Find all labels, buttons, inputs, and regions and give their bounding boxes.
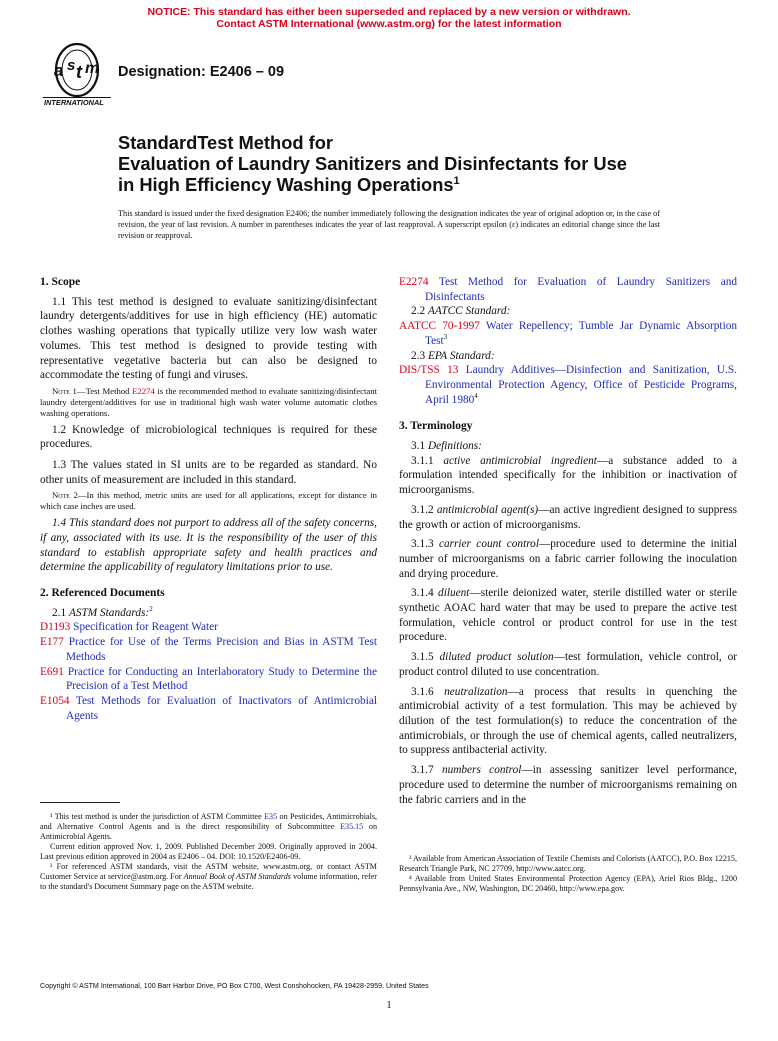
note-2 [40,490,377,512]
note-2-text: —In this method, metric units are used for all applications, except for distance in which case inches are used. [40,490,377,512]
term-3-1-5 [399,650,737,679]
note-1-link-e2274[interactable]: E2274 [132,385,155,396]
term-number: 3.1.5 [411,651,440,664]
reference-e1054[interactable] [40,694,377,723]
footnote-1-text-c: on Antimicrobial Agents. [40,822,377,841]
reference-title[interactable]: Test Methods for Evaluation of Inactivators of Antimicrobial Agents [66,695,377,722]
reference-title[interactable]: Specification for Reagent Water [70,621,218,634]
notice-line-2: Contact ASTM International (www.astm.org) for the latest information [216,18,562,30]
astm-logo-icon [41,42,113,106]
term-3-1-3 [399,537,737,581]
section-heading-referenced-documents: 2. Referenced Documents [40,587,165,600]
aatcc-standard-text: AATCC Standard: [427,305,511,318]
title-line-3 [118,174,678,195]
footnote-3: ³ Available from American Association of Textile Chemists and Colorists (AATCC), P.O. Box 12215, Research Triangle Park, NC 27709, http://www.aatcc.org. [399,854,737,873]
issue-note: This standard is issued under the fixed designation E2406; the number immediately following the designation indicates the year of original adoption or, in the case of revision, the year of last revision. A number in parentheses indicates the year of last reapproval. A superscript epsilon (ε) indicates an editorial change since the last revision or reapproval. [118,209,660,240]
svg-text:a: a [54,61,64,80]
svg-text:t: t [76,62,82,82]
page-number: 1 [386,1000,392,1011]
reference-title[interactable]: Test Method for Evaluation of Laundry Sanitizers and Disinfectants [425,276,737,303]
term-definition: —a process that results in quenching the antimicrobial activity of a test formulation. This may be achieved by dilution of the test formulation(s) to reduce the concentration of the antimicrobials, or through the use of chemical agents, called neutralizers, to suppress antibacterial activity. [399,685,738,757]
term-name: carrier count control [438,538,539,551]
right-column [399,275,737,810]
term-name: antimicrobial agent(s) [436,503,539,516]
definitions-text: Definitions: [427,440,482,453]
term-name: neutralization [444,685,508,698]
definitions-num: 3.1 [411,440,428,453]
term-3-1-7 [399,763,737,807]
title-line-3-text: in High Efficiency Washing Operations [118,174,454,195]
term-number: 3.1.2 [411,503,437,516]
reference-code[interactable]: DIS/TSS 13 [399,364,459,377]
reference-code[interactable]: AATCC 70-1997 [399,320,480,333]
astm-standards-label [40,606,377,621]
footnote-1-text-a: ¹ This test method is under the jurisdiction of ASTM Committee [50,812,265,821]
footnote-1-edition: Current edition approved Nov. 1, 2009. Published December 2009. Originally approved in 2004. Last previous edition approved in 2004 as E2406 – 04. DOI: 10.1520/E2406-09. [40,842,377,861]
epa-standard-text: EPA Standard: [427,349,495,362]
footnote-1-link-e35-15[interactable]: E35.15 [340,822,364,831]
reference-e2274[interactable] [399,275,737,304]
astm-standards-text: ASTM Standards: [68,606,150,619]
note-2-label: Note 2 [52,490,78,501]
footnote-4: ⁴ Available from United States Environmental Protection Agency (EPA), Ariel Rios Bldg., 1200 Pennsylvania Ave., NW, Washington, DC 20460, http://www.epa.gov. [399,874,737,893]
term-definition: —a substance added to a formulation intended specifically for the inhibition or inactivation of microorganisms. [399,454,737,497]
term-definition: —procedure used to determine the initial number of microorganisms on a fabric carrier following the inoculation and drying procedure. [399,538,737,580]
title-footnote-ref[interactable]: 1 [453,174,460,187]
astm-standards-footnote-ref[interactable]: 2 [149,605,153,614]
svg-text:s: s [67,57,76,74]
reference-e177[interactable] [40,635,377,664]
term-number: 3.1.6 [411,685,445,698]
term-definition: —sterile deionized water, sterile distilled water or sterile synthetic AOAC hard water that may be used to prepare the active test formulation, vehicle control or product control for use in the test procedure. [399,587,737,644]
reference-aatcc-70[interactable] [399,319,737,348]
reference-code[interactable]: E691 [40,665,64,678]
note-1-label: Note 1 [52,385,77,396]
footnote-1-text-b: on Pesticides, Antimicrobials, and Alternative Control Agents and is the direct responsibility of Subcommittee [40,812,377,831]
copyright-line: Copyright © ASTM International, 100 Barr Harbor Drive, PO Box C700, West Conshohocken, PA 19428-2959. United States [40,982,429,990]
footnote-2-italic: Annual Book of ASTM Standards [183,872,291,881]
term-name: diluted product solution [439,651,554,664]
term-name: active antimicrobial ingredient [443,454,597,467]
astm-international-logo [41,42,113,106]
aatcc-standard-label [399,304,737,319]
term-3-1-1 [399,454,737,498]
reference-e691[interactable] [40,665,377,694]
note-1-text-b: is the recommended method to evaluate sanitizing/disinfectant laundry detergent/additives for use in traditional high wash water volume automatic clothes washing operations. [40,385,378,418]
reference-title[interactable]: Water Repellency; Tumble Jar Dynamic Absorption Test [425,320,738,347]
paragraph-1-2: 1.2 Knowledge of microbiological techniques is required for these procedures. [40,423,377,451]
withdrawal-notice [0,6,778,30]
title-line-1: StandardTest Method for [118,132,333,153]
designation: Designation: E2406 – 09 [118,64,285,80]
footnote-2-text-a: ² For referenced ASTM standards, visit the ASTM website, www.astm.org, or contact ASTM Customer Service at service@astm.org. For [40,862,377,881]
term-name: diluent [438,587,470,600]
reference-code[interactable]: E177 [40,636,64,649]
definitions-label [399,439,737,454]
term-definition: —an active ingredient designed to suppress the growth or action of microorganisms. [399,503,738,531]
reference-code[interactable]: D1193 [40,621,71,634]
footnote-2 [40,862,377,892]
document-title [118,132,678,195]
term-3-1-2 [399,503,737,532]
term-number: 3.1.4 [411,587,439,600]
reference-d1193[interactable] [40,620,377,635]
reference-code[interactable]: E1054 [40,695,70,707]
paragraph-1-1: 1.1 This test method is designed to evaluate sanitizing/disinfectant laundry detergents/additives for use in high efficiency (HE) automatic clothes washing operations that typically utilize very low wash water volumes. This test method is designed to provide testing with representative vegetative bacteria but can also be designed to accommodate the testing of fungi and viruses. [40,295,377,382]
term-name: numbers control [441,764,522,777]
reference-code[interactable]: E2274 [399,276,429,288]
paragraph-1-3: 1.3 The values stated in SI units are to be regarded as standard. No other units of measurement are included in this standard. [40,459,377,486]
svg-text:INTERNATIONAL: INTERNATIONAL [44,98,104,106]
note-1-text-a: —Test Method [76,385,133,396]
term-number: 3.1.1 [411,454,444,467]
aatcc-footnote-ref[interactable]: 3 [443,333,448,342]
aatcc-standard-num: 2.2 [411,305,428,318]
term-definition: —test formulation, vehicle control, or product control diluted to use concentration. [399,651,738,678]
term-3-1-4 [399,586,737,645]
term-definition: —in assessing sanitizer level performance, procedure used to determine the number of microorganisms remaining on the fabric carriers and in the [399,764,737,806]
reference-title[interactable]: Practice for Use of the Terms Precision and Bias in ASTM Test Methods [63,636,377,663]
reference-dis-tss-13[interactable] [399,363,737,407]
astm-standards-num: 2.1 [52,606,69,619]
epa-standard-label [399,349,737,364]
footnotes-left [40,812,377,892]
section-heading-scope: 1. Scope [40,276,81,288]
footnote-rule-left [40,802,120,803]
term-3-1-6 [399,685,737,759]
footnote-1 [40,812,377,842]
title-line-2: Evaluation of Laundry Sanitizers and Disinfectants for Use [118,153,627,174]
paragraph-1-4: 1.4 This standard does not purport to address all of the safety concerns, if any, associated with its use. It is the responsibility of the user of this standard to establish appropriate safety and health practices and determine the applicability of regulatory limitations prior to use. [40,517,377,574]
reference-title[interactable]: Practice for Conducting an Interlaboratory Study to Determine the Precision of a Test Method [63,665,377,693]
note-1 [40,386,377,419]
left-column [40,275,377,723]
term-number: 3.1.3 [411,538,439,551]
footnotes-right [399,854,737,894]
notice-line-1: NOTICE: This standard has either been superseded and replaced by a new version or withdrawn. [147,6,631,18]
section-heading-terminology: 3. Terminology [399,420,473,433]
reference-title[interactable]: Laundry Additives—Disinfection and Sanitization, U.S. Environmental Protection Agency, Office of Pesticide Programs, April 1980 [425,364,737,406]
svg-text:m: m [85,60,100,77]
footnote-2-text-b: volume information, refer to the standard's Document Summary page on the ASTM website. [40,872,377,891]
epa-standard-num: 2.3 [411,349,428,362]
epa-footnote-ref[interactable]: 4 [474,391,478,400]
footnote-1-link-e35[interactable]: E35 [264,812,278,821]
term-number: 3.1.7 [411,764,442,777]
